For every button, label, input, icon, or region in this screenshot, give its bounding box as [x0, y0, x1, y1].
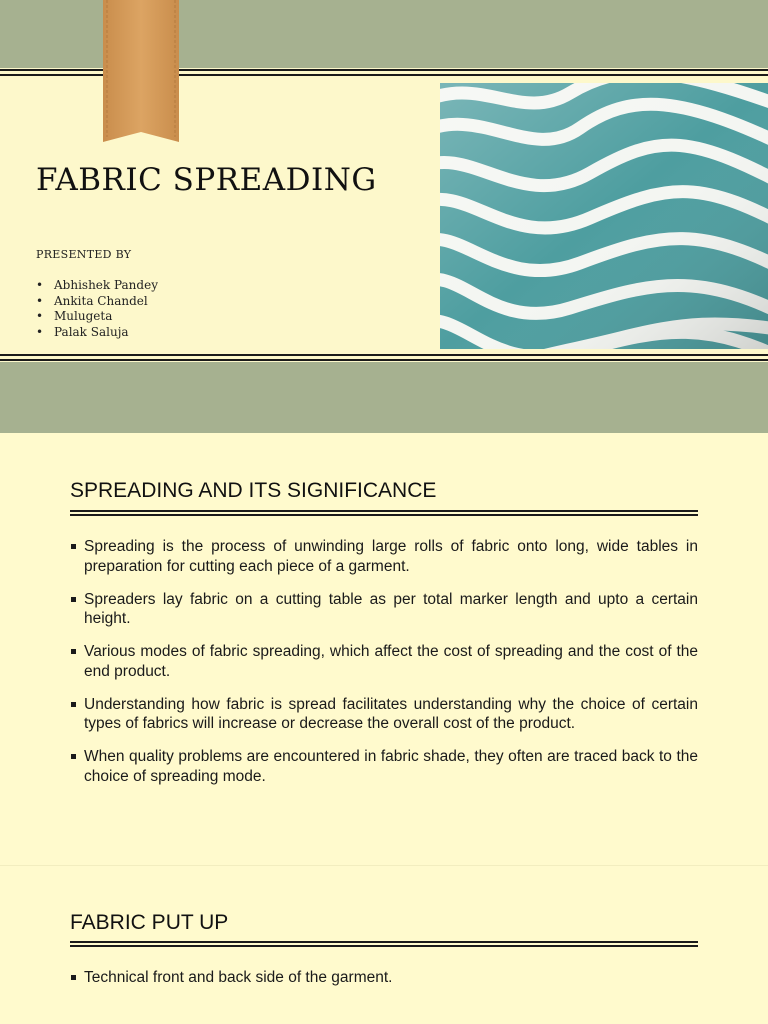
bullet-item: Various modes of fabric spreading, which affect the cost of spreading and the cost of the end product.	[70, 642, 698, 681]
put-up-slide	[0, 866, 768, 1024]
presenter-item: • Abhishek Pandey	[36, 278, 158, 292]
square-bullet-icon	[70, 537, 84, 576]
presenter-list	[36, 278, 158, 340]
presenter-item: • Palak Saluja	[36, 324, 129, 339]
heading-rule	[70, 941, 698, 947]
square-bullet-icon	[70, 695, 84, 734]
bullet-item: Technical front and back side of the garment.	[70, 968, 698, 988]
presenter-name: Mulugeta	[54, 309, 113, 324]
bookmark-ribbon-icon	[103, 0, 179, 142]
slide-heading: SPREADING AND ITS SIGNIFICANCE	[70, 479, 437, 502]
slide-heading: FABRIC PUT UP	[70, 911, 229, 934]
bullet-item: Spreaders lay fabric on a cutting table as per total marker length and upto a certain height.	[70, 590, 698, 629]
presenter-item: • Ankita Chandel	[36, 293, 148, 308]
bottom-rule-2	[0, 359, 768, 361]
presenter-item: • Mulugeta	[36, 309, 113, 324]
square-bullet-icon	[70, 590, 84, 629]
title-slide	[0, 0, 768, 433]
bullet-list	[70, 537, 698, 800]
significance-slide	[0, 433, 768, 866]
bullet-item: Spreading is the process of unwinding large rolls of fabric onto long, wide tables in preparation for cutting each piece of a garment.	[70, 537, 698, 576]
striped-fabric-photo	[440, 83, 768, 349]
square-bullet-icon	[70, 747, 84, 786]
bullet-list	[70, 968, 698, 1001]
presenter-name: Abhishek Pandey	[54, 278, 158, 292]
square-bullet-icon	[70, 968, 84, 988]
heading-rule	[70, 510, 698, 516]
bullet-item: Understanding how fabric is spread facilitates understanding why the choice of certain types of fabrics will increase or decrease the overall cost of the product.	[70, 695, 698, 734]
bottom-rule-1	[0, 354, 768, 356]
bullet-item: When quality problems are encountered in fabric shade, they often are traced back to the choice of spreading mode.	[70, 747, 698, 786]
presented-by-label: PRESENTED BY	[36, 248, 132, 261]
square-bullet-icon	[70, 642, 84, 681]
presenter-name: Palak Saluja	[54, 324, 129, 339]
presentation-title: FABRIC SPREADING	[36, 162, 377, 198]
bottom-band	[0, 362, 768, 433]
presenter-name: Ankita Chandel	[54, 293, 148, 308]
